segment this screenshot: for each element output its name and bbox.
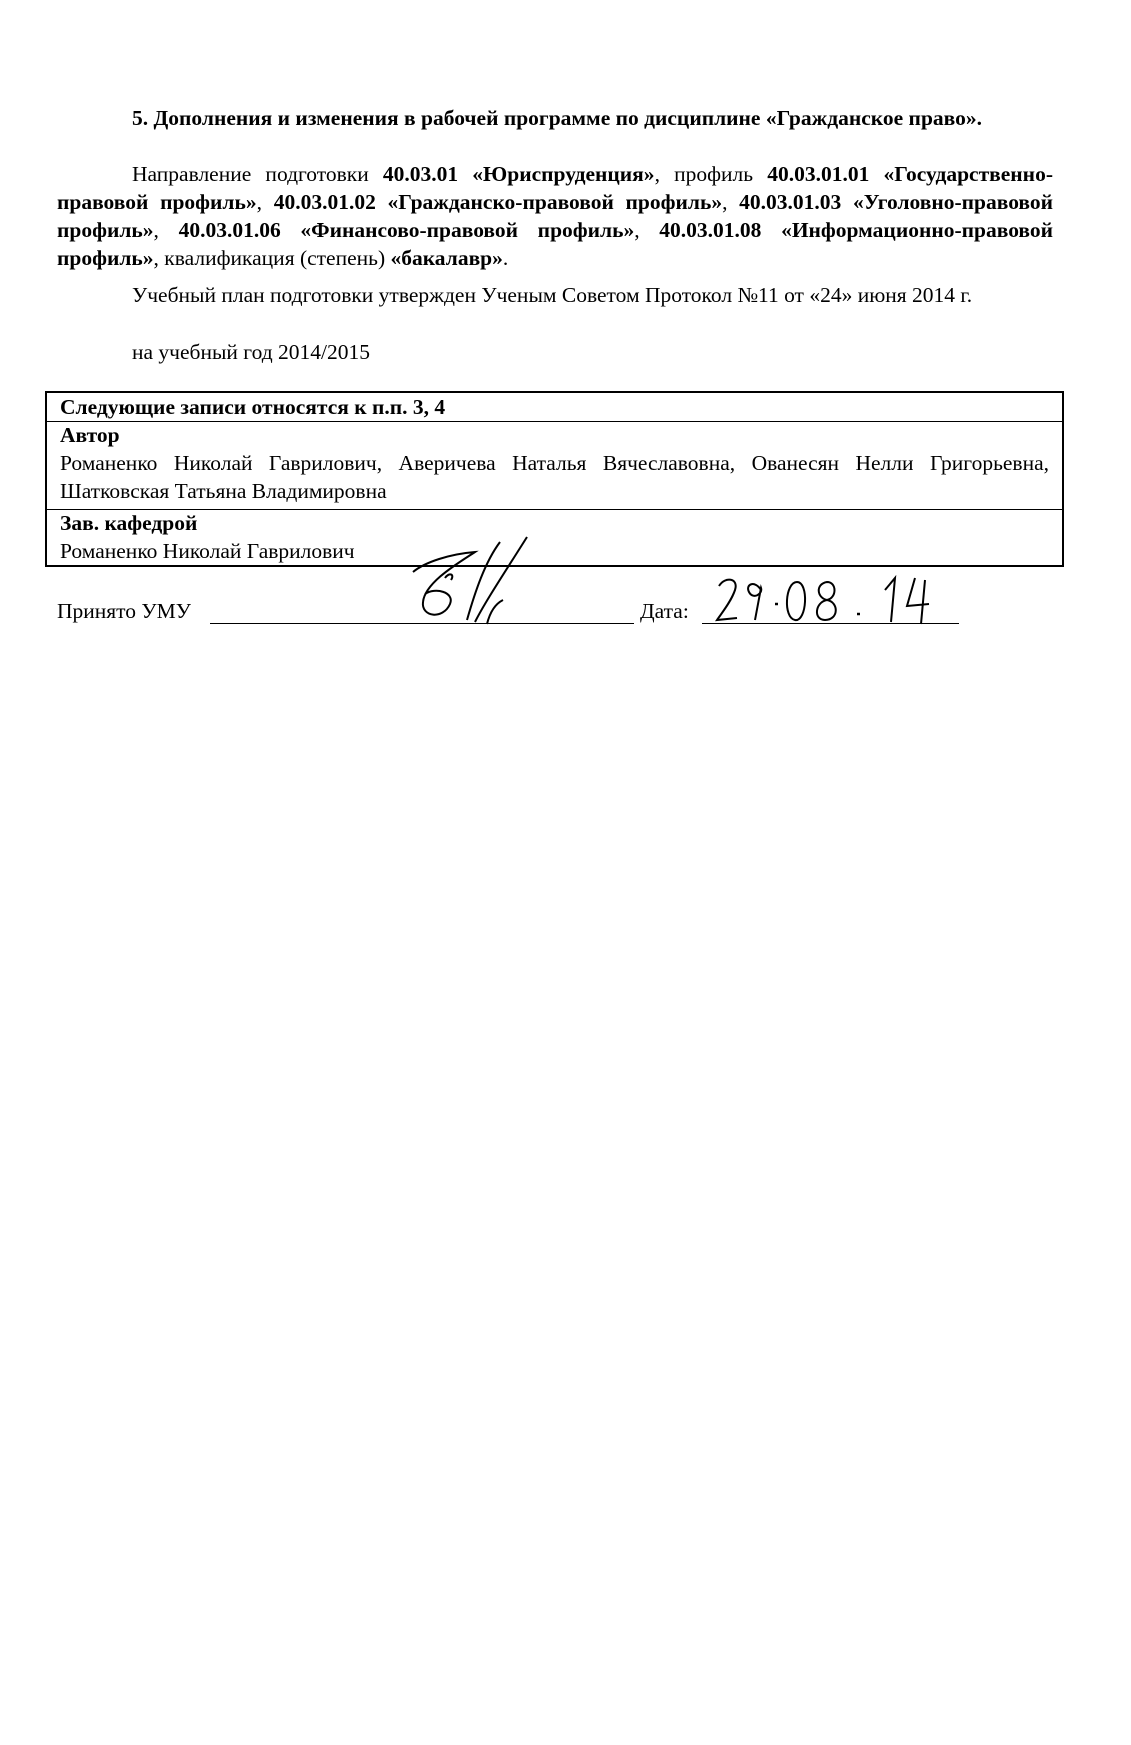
head-of-department-row [47, 509, 1062, 567]
handwritten-date [715, 572, 960, 627]
direction-end: . [502, 246, 509, 270]
profile-4: 40.03.01.06 «Финансово-правовой профиль» [178, 218, 635, 242]
author-row [47, 421, 1062, 510]
direction-paragraph [57, 160, 1053, 272]
profile-2: 40.03.01.02 «Гражданско-правовой профиль» [273, 190, 723, 214]
academic-year: на учебный год 2014/2015 [132, 340, 371, 364]
direction-sep-5: , [634, 218, 660, 242]
author-block [60, 421, 1049, 505]
profile-5: 40.03.01.08 «Информационно-правовой профиль» [57, 218, 1054, 270]
head-label: Зав. кафедрой [60, 511, 198, 535]
direction-sep-3: , [722, 190, 740, 214]
author-names: Романенко Николай Гаврилович, Аверичева Наталья Вячеславовна, Ованесян Нелли Григорьевна, Шатковская Татьяна Владимировна [60, 451, 1049, 503]
qualification: «бакалавр» [390, 246, 503, 270]
direction-sep-2: , [256, 190, 274, 214]
handwritten-signature [405, 532, 550, 632]
author-label: Автор [60, 423, 120, 447]
profile-1: 40.03.01.01 «Государственно-правовой профиль» [57, 162, 1053, 214]
direction-text-1: , профиль [654, 162, 768, 186]
records-heading: Следующие записи относятся к п.п. 3, 4 [60, 395, 446, 419]
direction-code: 40.03.01 «Юриспруденция» [382, 162, 655, 186]
date-label: Дата: [640, 599, 689, 623]
direction-lead: Направление подготовки [132, 162, 383, 186]
accepted-label: Принято УМУ [57, 599, 191, 623]
records-heading-row [47, 393, 1062, 422]
profile-3: 40.03.01.03 «Уголовно-правовой профиль» [57, 190, 1054, 242]
records-table [45, 391, 1064, 567]
head-name: Романенко Николай Гаврилович [60, 539, 355, 563]
section-title: 5. Дополнения и изменения в рабочей программе по дисциплине «Гражданское право». [132, 106, 982, 130]
direction-sep-4: , [153, 218, 179, 242]
direction-text-6: , квалификация (степень) [153, 246, 391, 270]
head-block [60, 509, 1049, 565]
plan-paragraph: Учебный план подготовки утвержден Ученым Советом Протокол №11 от «24» июня 2014 г. [132, 283, 973, 307]
